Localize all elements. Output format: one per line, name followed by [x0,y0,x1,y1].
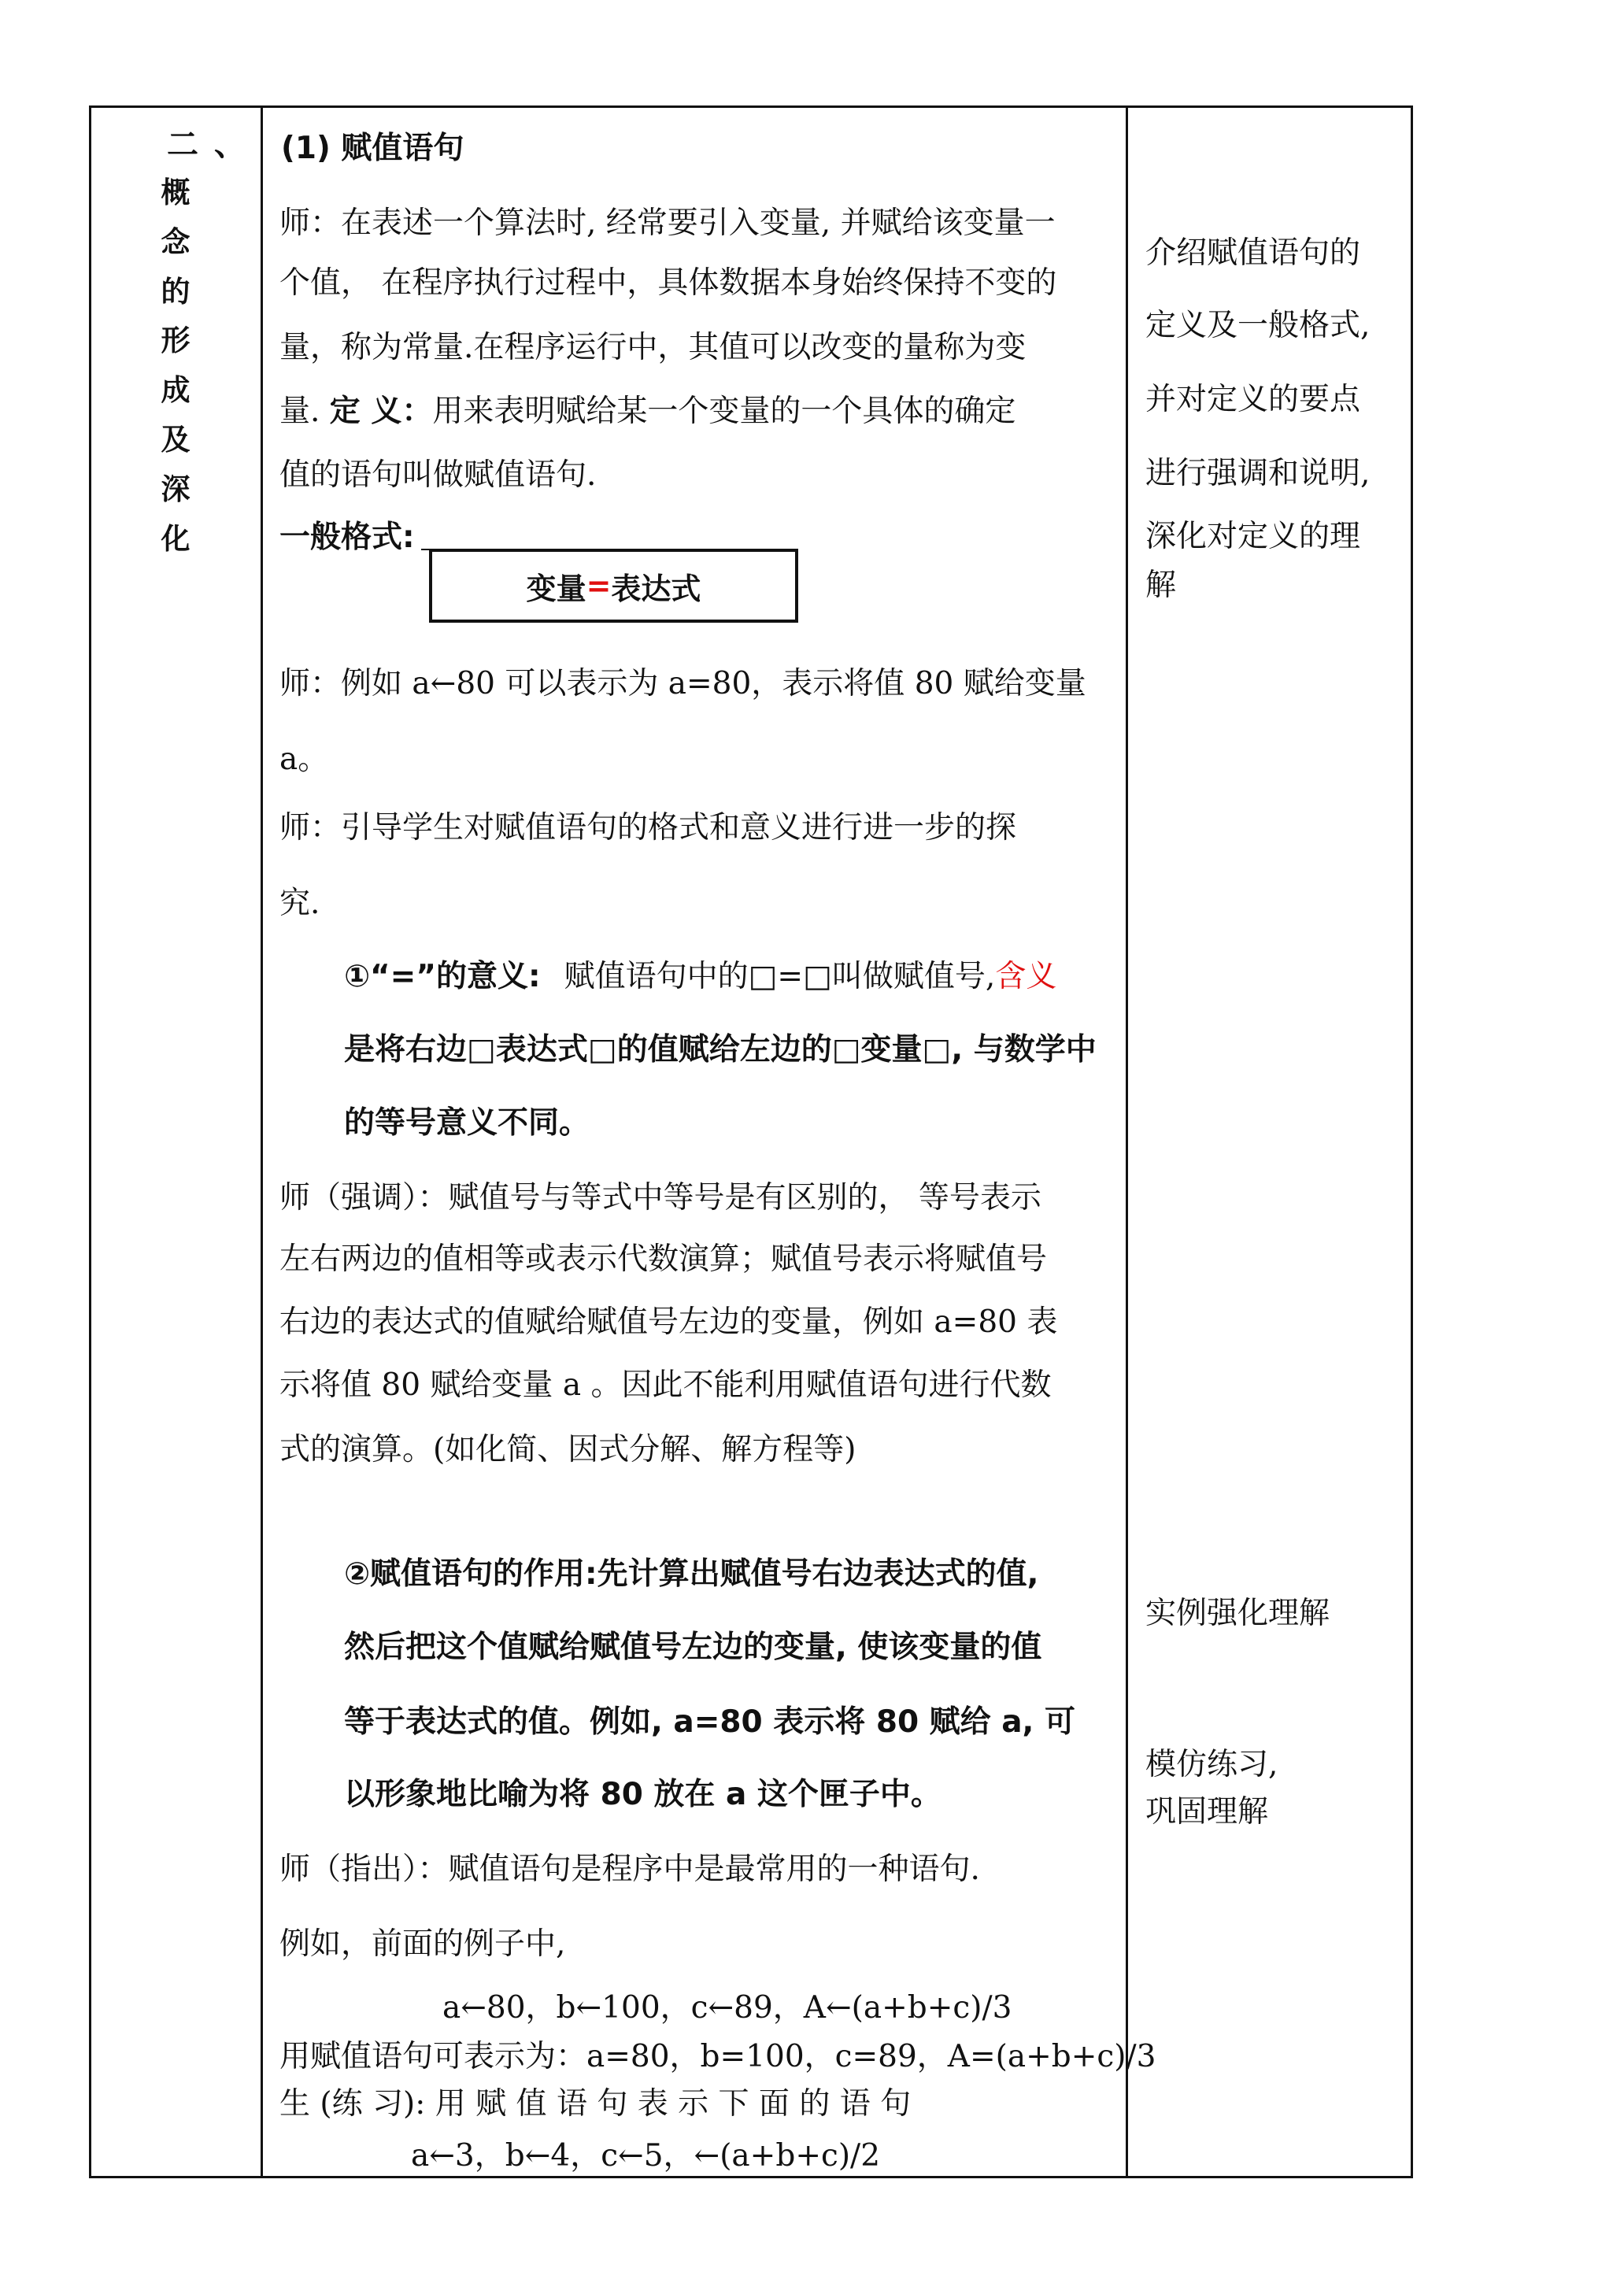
note-line: 进行强调和说明, [1145,456,1371,491]
table-left-border [89,105,91,2178]
section-title-char: 概 [161,176,191,209]
note-line: 并对定义的要点 [1145,382,1361,417]
emphasis-line: 左右两边的值相等或表示代数演算；赋值号表示将赋值号 [279,1241,1048,1277]
definition-line: 值的语句叫做赋值语句. [279,457,597,493]
formula-right: 表达式 [611,571,701,606]
table-right-border [1411,105,1413,2178]
meaning-title: ①“=”的意义: [344,959,541,994]
formula-box [429,549,798,623]
table-bottom-border [89,2176,1413,2178]
section-title-char: 化 [161,522,191,556]
definition-prefix: 量. [279,394,330,429]
meaning-line [344,961,1056,992]
note-line: 巩固理解 [1145,1794,1269,1830]
assignment-equations: 用赋值语句可表示为：a=80，b=100，c=89，A=(a+b+c)/3 [279,2039,1156,2074]
section-title-char: 形 [161,324,191,357]
guide-line: 师：引导学生对赋值语句的格式和意义进行进一步的探 [279,810,1017,845]
guide-line: 究. [279,886,320,921]
role-line: 然后把这个值赋给赋值号左边的变量, 使该变量的值 [344,1630,1042,1665]
role-line: ②赋值语句的作用:先计算出赋值号右边表达式的值, [344,1556,1039,1592]
meaning-text: 赋值语句中的□=□叫做赋值号, [564,959,996,994]
emphasis-line: 式的演算。(如化简、因式分解、解方程等) [279,1432,856,1467]
column-divider-2 [1126,105,1128,2178]
formula-equals: = [586,568,612,603]
note-line: 定义及一般格式, [1145,308,1371,343]
table-top-border [89,105,1413,108]
note-line: 模仿练习, [1145,1747,1278,1782]
note-line: 实例强化理解 [1145,1596,1330,1631]
role-line: 等于表达式的值。例如, a=80 表示将 80 赋给 a, 可 [344,1704,1075,1740]
definition-text: 用来表明赋给某一个变量的一个具体的确定 [432,394,1016,429]
section-number [167,120,246,165]
section-title-char: 及 [161,423,191,457]
section-title-char: 成 [161,373,191,407]
section-number-char: 、 [214,127,246,163]
intro-line: 个值， 在程序执行过程中，具体数据本身始终保持不变的 [279,265,1057,301]
meaning-red-text: 含义 [995,959,1057,994]
for-example-line: 例如，前面的例子中, [279,1926,566,1962]
note-line: 解 [1145,568,1177,603]
example-line: a。 [279,742,329,777]
emphasis-line: 师（强调）：赋值号与等式中等号是有区别的， 等号表示 [279,1180,1041,1215]
definition-line [279,396,1015,427]
meaning-line: 是将右边□表达式□的值赋给左边的□变量□, 与数学中 [344,1032,1097,1067]
section-title-char: 念 [161,225,191,259]
definition-label: 定 义： [329,394,433,429]
section-title-char: 的 [161,275,191,309]
section-number-char: 二 [167,127,198,163]
note-line: 介绍赋值语句的 [1145,235,1361,271]
intro-line: 师：在表述一个算法时, 经常要引入变量, 并赋给该变量一 [279,205,1056,241]
intro-line: 量，称为常量.在程序运行中，其值可以改变的量称为变 [279,330,1027,365]
section-title-char: 深 [161,472,191,506]
formula-left: 变量 [526,571,586,606]
practice-line: 生 (练 习): 用 赋 值 语 句 表 示 下 面 的 语 句 [279,2086,912,2122]
column-divider-1 [261,105,263,2178]
example-line: 师：例如 a←80 可以表示为 a=80，表示将值 80 赋给变量 [279,666,1086,701]
format-label: 一般格式: [279,520,415,555]
point-line: 师（指出）：赋值语句是程序中是最常用的一种语句. [279,1852,980,1887]
emphasis-line: 示将值 80 赋给变量 a 。因此不能利用赋值语句进行代数 [279,1367,1052,1403]
assignment-arrows: a←80，b←100，c←89，A←(a+b+c)/3 [442,1990,1012,2026]
emphasis-line: 右边的表达式的值赋给赋值号左边的变量，例如 a=80 表 [279,1304,1058,1340]
note-line: 深化对定义的理 [1145,519,1361,554]
section-heading: (1) 赋值语句 [281,131,464,166]
practice-expression: a←3，b←4，c←5，←(a+b+c)/2 [411,2138,881,2174]
meaning-line: 的等号意义不同。 [344,1105,590,1141]
role-line: 以形象地比喻为将 80 放在 a 这个匣子中。 [344,1777,941,1812]
